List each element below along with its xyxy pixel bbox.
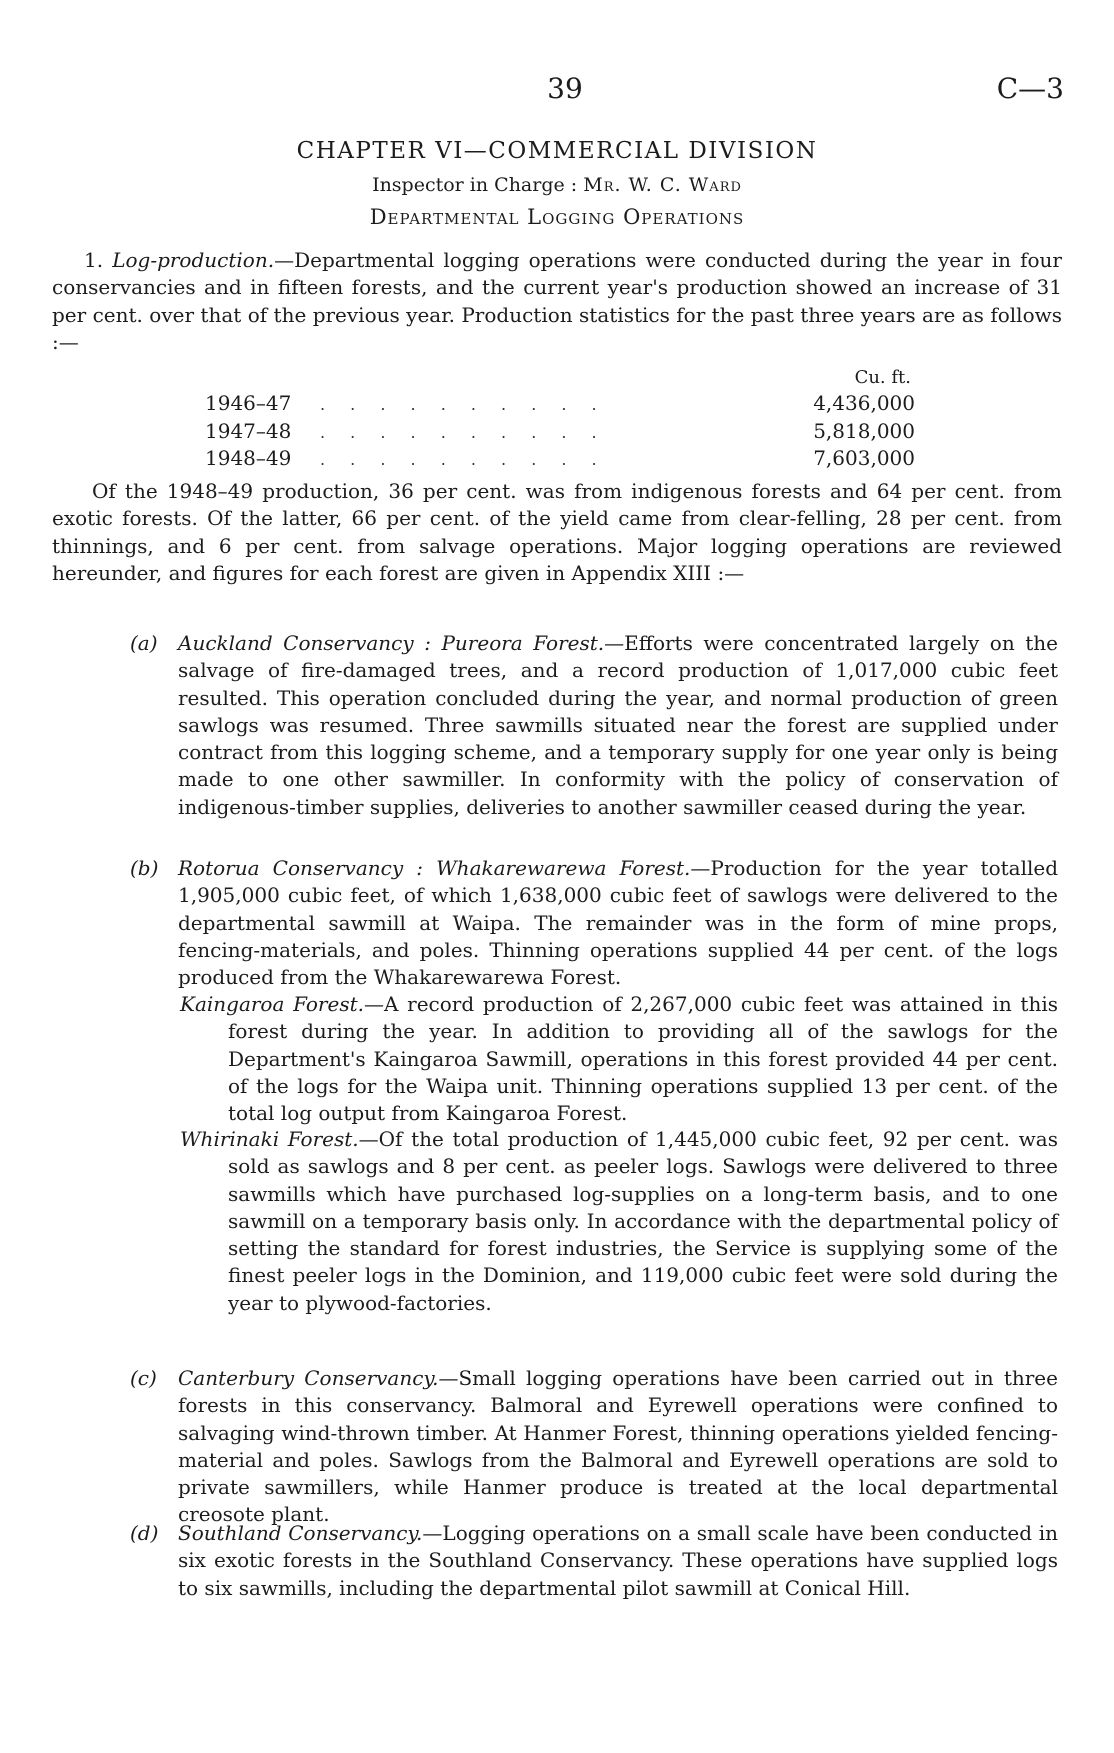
item-rotorua <box>130 855 1059 991</box>
section-lead: Log-production. <box>112 248 275 272</box>
table-row <box>205 446 915 474</box>
table-row <box>205 391 915 419</box>
log-production-paragraph <box>52 247 1062 356</box>
item-label: (d) <box>130 1521 159 1545</box>
item-label: (c) <box>130 1366 157 1390</box>
inspector-prefix: Inspector in Charge : <box>372 174 584 196</box>
section-subheading: Departmental Logging Operations <box>369 205 745 229</box>
forest-name: Pureora Forest. <box>441 631 605 655</box>
item-text: —Small logging operations have been carried out in three forests in this conservancy. Balmoral and Eyrewell operations were confined to salvaging wind-thrown timber. At Hanmer Forest, thinning operations yielded fencing-material and poles. Sawlogs from the Balmoral and Eyrewell operations are sold to private sawmillers, while Hanmer produce is treated at the local departmental creosote plant. <box>178 1366 1058 1527</box>
unit-label: Cu. ft. <box>854 367 911 388</box>
production-breakdown-paragraph: Of the 1948–49 production, 36 per cent. was from indigenous forests and 64 per cent. from exotic forests. Of the latter, 66 per cent. of the yield came from clear-felling, 28 per cent. from thinnings, and 6 per cent. from salvage operations. Major logging operations are reviewed hereunder, and figures for each forest are given in Appendix XIII :— <box>52 479 1062 585</box>
item-text: —Efforts were concentrated largely on the salvage of fire-damaged trees, and a record production of 1,017,000 cubic feet resulted. This operation concluded during the year, and normal production of green sawlogs was resumed. Three sawmills situated near the forest are supplied under contract from this logging scheme, and a temporary supply for one year only is being made to one other sawmiller. In conformity with the policy of conservation of indigenous-timber supplies, deliveries to another sawmiller ceased during the year. <box>178 631 1058 819</box>
inspector-name: Mr. W. C. Ward <box>583 174 742 196</box>
leader-dots: . . . . . . . . . . <box>320 422 607 442</box>
item-southland <box>130 1520 1058 1602</box>
leader-dots: . . . . . . . . . . <box>320 450 607 469</box>
conservancy-name: Canterbury Conservancy. <box>178 1366 439 1390</box>
section-number: 1. <box>84 248 113 272</box>
item-text: —Of the total production of 1,445,000 cubic feet, 92 per cent. was sold as sawlogs and 8 per cent. as peeler logs. Sawlogs were delivered to three sawmills which have purchased log-supplies on a long-term basis, and to one sawmill on a temporary basis only. In accordance with the departmental policy of setting the standard for forest industries, the Service is supplying some of the finest peeler logs in the Dominion, and 119,000 cubic feet were sold during the year to plywood-factories. <box>228 1127 1058 1315</box>
conservancy-name: Auckland Conservancy : <box>178 631 431 655</box>
item-text: —A record production of 2,267,000 cubic feet was attained in this forest during the year. In addition to providing all of the sawlogs for the Department's Kaingaroa Sawmill, operations in this forest provided 44 per cent. of the logs for the Waipa unit. Thinning operations supplied 13 per cent. of the total log output from Kaingaroa Forest. <box>228 992 1058 1126</box>
item-auckland <box>130 630 1058 821</box>
year-cell: 1946–47 <box>205 391 292 415</box>
item-whirinaki <box>180 1126 1058 1317</box>
conservancy-name: Rotorua Conservancy : <box>178 856 423 880</box>
production-table <box>205 367 915 474</box>
value-cell: 4,436,000 <box>813 391 915 415</box>
item-label: (b) <box>130 856 159 880</box>
inspector-line <box>0 174 1114 196</box>
table-row <box>205 419 915 447</box>
section-text: —Departmental logging operations were conducted during the year in four conservancies and in fifteen forests, and the current year's production showed an increase of 31 per cent. over that of the previous year. Production statistics for the past three years are as follows :— <box>52 248 1062 354</box>
conservancy-name: Southland Conservancy. <box>178 1521 423 1545</box>
year-cell: 1948–49 <box>205 446 292 470</box>
year-cell: 1947–48 <box>205 418 292 443</box>
page-number: 39 <box>547 72 583 105</box>
report-reference: C—3 <box>996 72 1064 105</box>
forest-name: Whakarewarewa Forest. <box>436 856 691 880</box>
forest-name: Whirinaki Forest. <box>180 1127 359 1151</box>
item-text: —Production for the year totalled 1,905,000 cubic feet, of which 1,638,000 cubic feet of sawlogs were delivered to the departmental sawmill at Waipa. The remainder was in the form of mine props, fencing-materials, and poles. Thinning operations supplied 44 per cent. of the logs produced from the Whakarewarewa Forest. <box>178 856 1059 990</box>
item-text: —Logging operations on a small scale have been conducted in six exotic forests in the Southland Conservancy. These operations have supplied logs to six sawmills, including the departmental pilot sawmill at Conical Hill. <box>178 1521 1058 1600</box>
leader-dots: . . . . . . . . . . <box>320 395 607 414</box>
value-cell: 5,818,000 <box>813 418 915 443</box>
item-label: (a) <box>130 631 158 655</box>
item-kaingaroa <box>180 991 1058 1127</box>
item-canterbury <box>130 1365 1058 1529</box>
chapter-title: CHAPTER VI—COMMERCIAL DIVISION <box>296 138 818 164</box>
forest-name: Kaingaroa Forest. <box>180 992 364 1016</box>
value-cell: 7,603,000 <box>813 446 915 470</box>
